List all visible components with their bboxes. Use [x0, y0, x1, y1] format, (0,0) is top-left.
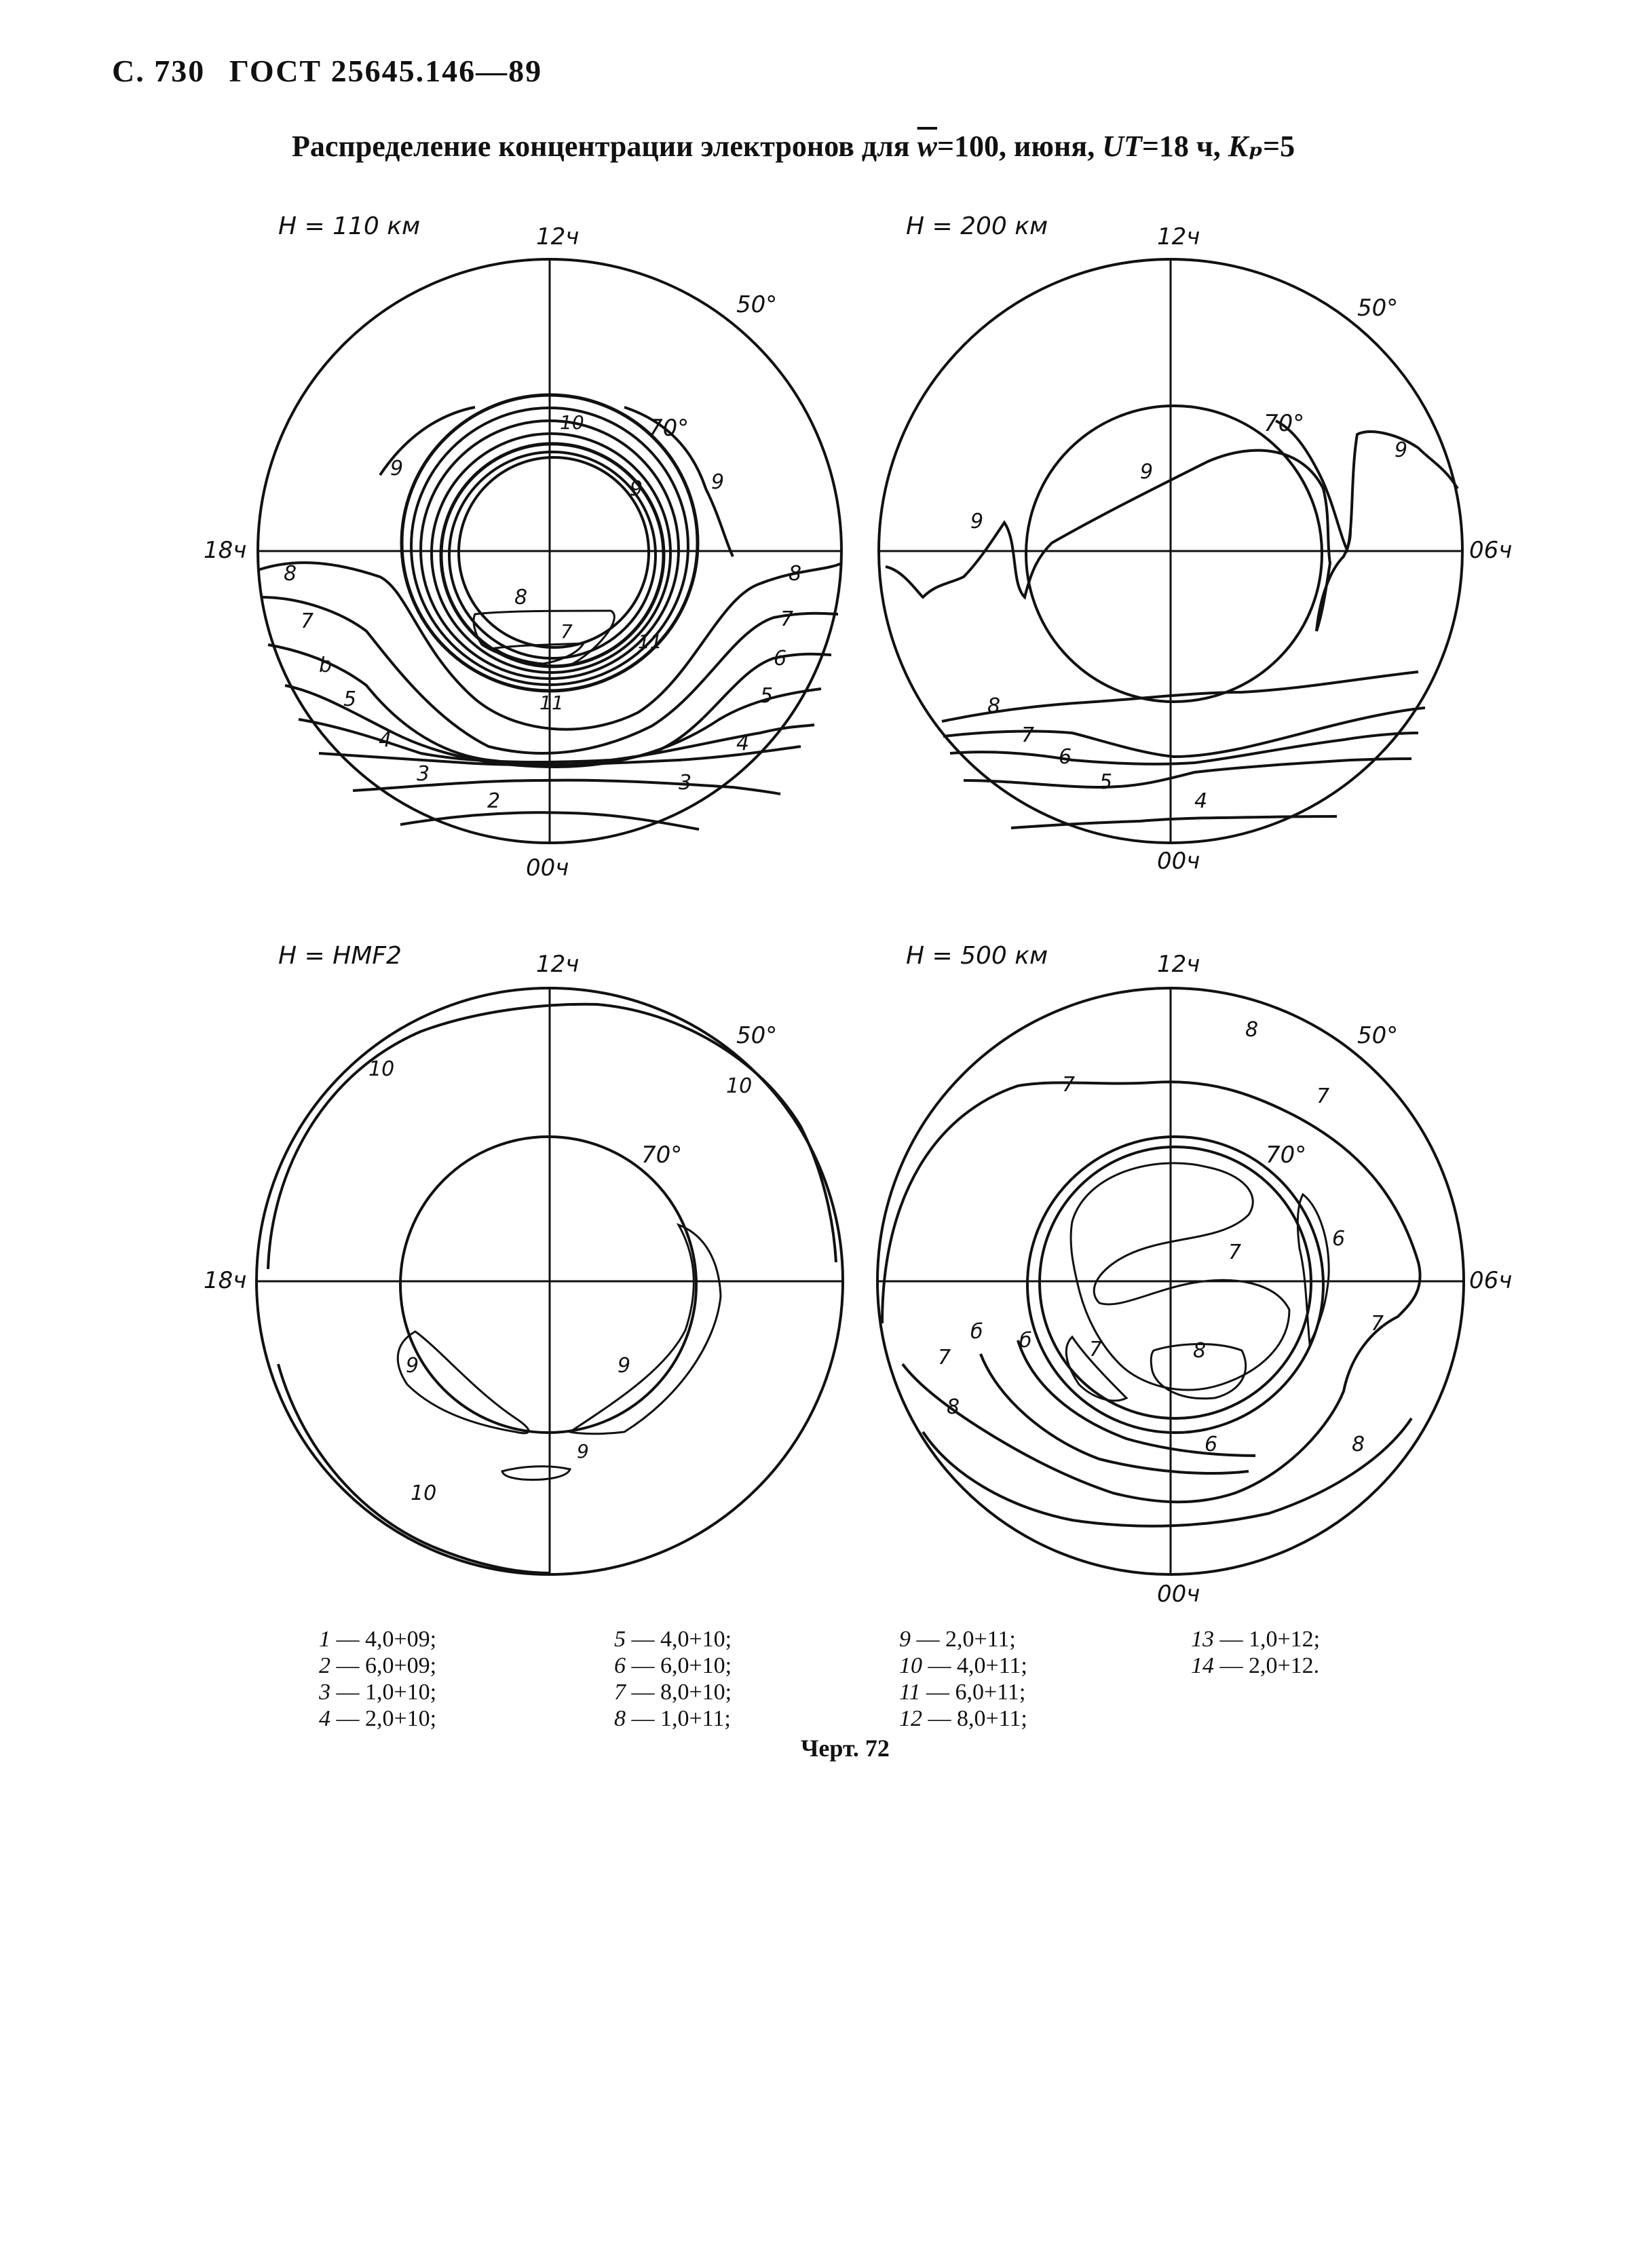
contour-ring: [1040, 1147, 1311, 1418]
panel1-contour-label: 11: [539, 692, 564, 714]
panel1-contour-label: 10: [560, 411, 584, 434]
legend-item: 2 — 6,0+09;: [319, 1653, 437, 1678]
panel4-top-label: 12ч: [1157, 951, 1200, 978]
title-kp-value: =5: [1263, 130, 1295, 163]
panel4-contour-label: 8: [1352, 1433, 1365, 1456]
panel2-top-label: 12ч: [1157, 223, 1200, 250]
panel1-contour-label: 8: [789, 562, 802, 586]
panel1-contour-label: 9: [390, 457, 404, 480]
standard-number: ГОСТ 25645.146—89: [229, 54, 543, 88]
panel1-contour-label: 3: [679, 771, 692, 795]
panel2-right-label: 06ч: [1469, 537, 1513, 564]
title-prefix: Распределение концентрации электронов для: [292, 130, 917, 163]
legend-column: [319, 1626, 436, 1732]
panel2-bottom-label: 00ч: [1157, 848, 1200, 875]
panel1-contour-label: 2: [487, 789, 501, 813]
panel1-contour-label: 5: [760, 684, 774, 708]
figure-caption: Черт. 72: [801, 1735, 890, 1762]
panel2-contour-label: 6: [1059, 745, 1072, 769]
legend-item: 8 — 1,0+11;: [614, 1706, 731, 1731]
panel1-contour-label: 9: [630, 477, 643, 501]
legend-item: 6 — 6,0+10;: [614, 1653, 732, 1678]
panel2-contour-label: 8: [987, 694, 1001, 718]
panel2-contour-label: 9: [1140, 460, 1154, 484]
panel1-contour-label: b: [319, 654, 333, 677]
title-ut-value: =18 ч,: [1141, 130, 1228, 163]
legend-item: 4 — 2,0+10;: [319, 1706, 437, 1731]
panel4-contour-label: 7: [1371, 1312, 1384, 1336]
panel1-contour-label: 8: [514, 586, 528, 609]
panel4-contour-label: 7: [1316, 1084, 1330, 1108]
panel2-contour-label: 9: [1395, 438, 1408, 462]
panel-200km: [879, 259, 1462, 843]
panel2-lat50-label: 50°: [1357, 295, 1399, 322]
panel1-contour-label: 4: [736, 732, 750, 755]
panel1-contour-label: 8: [284, 562, 297, 586]
title-mid: =100, июня,: [936, 130, 1103, 163]
panel1-lat50-label: 50°: [736, 291, 778, 318]
panel1-lat70-label: 70°: [648, 415, 689, 442]
panel4-contour-label: 7: [1062, 1073, 1076, 1097]
panel3-contour-label: 10: [726, 1074, 753, 1098]
panel3-top-label: 12ч: [536, 951, 580, 978]
legend-item: 1 — 4,0+09;: [319, 1627, 437, 1652]
panel2-contour-label: 7: [1021, 723, 1035, 747]
legend-item: 14 — 2,0+12.: [1191, 1653, 1320, 1678]
panel2-contour-label: 9: [970, 510, 984, 533]
legend-column: [1191, 1626, 1320, 1679]
panel4-contour-label: б: [970, 1320, 983, 1344]
panel4-lat70-label: 70°: [1266, 1141, 1307, 1169]
panel1-contour-label: 4: [379, 728, 392, 752]
panel2-contour-label: 5: [1099, 770, 1113, 794]
panel1-top-label: 12ч: [536, 223, 580, 250]
panel1-contour-label: 7: [780, 607, 794, 631]
panel1-contour-label: 5: [343, 687, 357, 711]
panel4-contour-label: 8: [1193, 1339, 1207, 1363]
panel4-contour-label: 7: [1089, 1338, 1103, 1361]
panel1-contour-label: 11: [638, 630, 662, 653]
title-w-symbol: $\overline{w}$: [917, 130, 937, 163]
panel1-contour-label: 7: [561, 620, 573, 643]
panel4-right-label: 06ч: [1469, 1267, 1513, 1294]
panel4-contour-label: б: [1019, 1329, 1032, 1353]
panel4-contour-label: 6: [1205, 1433, 1218, 1456]
legend-item: 11 — 6,0+11;: [899, 1680, 1026, 1705]
panel3-left-label: 18ч: [204, 1267, 247, 1294]
panel3-contour-label: 9: [618, 1354, 631, 1378]
panel1-contour-label: 3: [417, 762, 430, 786]
title-kp: Kₚ: [1228, 130, 1264, 163]
panel3-contour-label: 9: [577, 1440, 589, 1462]
panel-500km: [877, 988, 1464, 1574]
panel4-bottom-label: 00ч: [1157, 1581, 1200, 1608]
panel-hmf2: [257, 988, 843, 1574]
legend-item: 9 — 2,0+11;: [899, 1627, 1016, 1652]
panel4-contour-label: 6: [1332, 1227, 1346, 1251]
panel1-left-label: 18ч: [204, 537, 247, 564]
title-ut: UT: [1102, 130, 1142, 163]
panel3-lat50-label: 50°: [736, 1022, 778, 1049]
legend-column: [614, 1626, 732, 1732]
panel4-contour-label: 8: [947, 1395, 960, 1419]
panel1-contour-label: 7: [301, 609, 314, 633]
panel2-height-label: H = 200 км: [906, 212, 1048, 240]
page-number: С. 730: [112, 54, 206, 88]
legend-item: 3 — 1,0+10;: [319, 1680, 437, 1705]
legend-item: 12 — 8,0+11;: [899, 1706, 1027, 1731]
panel4-lat50-label: 50°: [1357, 1022, 1399, 1049]
panel1-contour-label: 6: [774, 647, 787, 670]
panel2-lat70-label: 70°: [1264, 410, 1305, 437]
panel3-contour-label: 9: [406, 1354, 419, 1378]
panel4-contour-label: 7: [938, 1346, 951, 1369]
panel3-height-label: H = HMF2: [278, 942, 402, 970]
panel2-contour-label: 4: [1194, 789, 1208, 813]
panel4-height-label: H = 500 км: [906, 942, 1048, 970]
panel3-contour-label: 10: [411, 1481, 437, 1505]
panel1-bottom-label: 00ч: [526, 854, 569, 882]
panel1-contour-label: 9: [711, 470, 725, 494]
legend-item: 10 — 4,0+11;: [899, 1653, 1027, 1678]
legend-column: [899, 1626, 1027, 1732]
circle-70deg: [1026, 406, 1322, 702]
legend-item: 7 — 8,0+10;: [614, 1680, 732, 1705]
panel3-contour-label: 10: [368, 1057, 395, 1081]
panel4-contour-label: 8: [1245, 1018, 1259, 1042]
panel3-lat70-label: 70°: [641, 1141, 683, 1169]
panel1-height-label: H = 110 км: [278, 212, 421, 240]
panel-110km: [258, 259, 841, 843]
circle-70deg: [400, 1137, 696, 1433]
legend-item: 5 — 4,0+10;: [614, 1627, 732, 1652]
panel4-contour-label: 7: [1228, 1241, 1242, 1264]
legend-item: 13 — 1,0+12;: [1191, 1627, 1321, 1652]
